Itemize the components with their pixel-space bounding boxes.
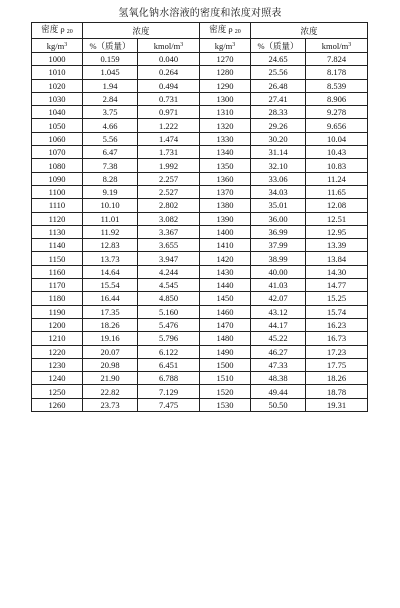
- molarity-cell: 2.802: [138, 199, 200, 212]
- density-cell: 1340: [200, 146, 251, 159]
- molarity-cell: 7.129: [138, 385, 200, 398]
- density-cell: 1390: [200, 212, 251, 225]
- mass-percent-cell: 11.01: [83, 212, 138, 225]
- header-row-1: [32, 23, 368, 39]
- mass-percent-cell: 2.84: [83, 92, 138, 105]
- table-row: [32, 265, 368, 278]
- table-row: [32, 53, 368, 66]
- mass-percent-cell: 27.41: [251, 92, 306, 105]
- mass-percent-cell: 25.56: [251, 66, 306, 79]
- molarity-cell: 15.74: [306, 305, 368, 318]
- density-cell: 1510: [200, 372, 251, 385]
- molarity-cell: 19.31: [306, 398, 368, 411]
- density-cell: 1010: [32, 66, 83, 79]
- molarity-cell: 4.244: [138, 265, 200, 278]
- density-cell: 1100: [32, 185, 83, 198]
- molarity-cell: 14.30: [306, 265, 368, 278]
- molarity-cell: 8.539: [306, 79, 368, 92]
- density-cell: 1270: [200, 53, 251, 66]
- mass-percent-cell: 19.16: [83, 332, 138, 345]
- mass-percent-cell: 7.38: [83, 159, 138, 172]
- mass-percent-cell: 38.99: [251, 252, 306, 265]
- molarity-cell: 14.77: [306, 279, 368, 292]
- density-cell: 1330: [200, 132, 251, 145]
- mass-percent-cell: 16.44: [83, 292, 138, 305]
- header-row-2: [32, 39, 368, 53]
- mass-percent-cell: 15.54: [83, 279, 138, 292]
- density-cell: 1000: [32, 53, 83, 66]
- density-header-left: 密度 ρ 20: [32, 23, 83, 39]
- molarity-cell: 7.475: [138, 398, 200, 411]
- density-cell: 1400: [200, 225, 251, 238]
- table-row: [32, 66, 368, 79]
- molarity-cell: 3.367: [138, 225, 200, 238]
- molarity-cell: 1.222: [138, 119, 200, 132]
- density-cell: 1360: [200, 172, 251, 185]
- table-row: [32, 212, 368, 225]
- density-cell: 1460: [200, 305, 251, 318]
- table-row: [32, 172, 368, 185]
- density-cell: 1090: [32, 172, 83, 185]
- molarity-cell: 8.178: [306, 66, 368, 79]
- density-cell: 1160: [32, 265, 83, 278]
- mass-percent-cell: 42.07: [251, 292, 306, 305]
- density-cell: 1450: [200, 292, 251, 305]
- molarity-cell: 9.278: [306, 106, 368, 119]
- molarity-cell: 2.527: [138, 185, 200, 198]
- document-title: 氢氧化钠水溶液的密度和浓度对照表: [118, 8, 282, 19]
- density-cell: 1490: [200, 345, 251, 358]
- mass-percent-cell: 10.10: [83, 199, 138, 212]
- mass-percent-cell: 1.045: [83, 66, 138, 79]
- density-cell: 1440: [200, 279, 251, 292]
- mass-percent-cell: 14.64: [83, 265, 138, 278]
- mass-percent-cell: 34.03: [251, 185, 306, 198]
- molarity-cell: 5.796: [138, 332, 200, 345]
- table-row: [32, 159, 368, 172]
- mass-percent-cell: 11.92: [83, 225, 138, 238]
- molarity-cell: 1.992: [138, 159, 200, 172]
- table-row: [32, 225, 368, 238]
- density-cell: 1520: [200, 385, 251, 398]
- table-row: [32, 79, 368, 92]
- mass-percent-cell: 48.38: [251, 372, 306, 385]
- molarity-cell: 3.655: [138, 239, 200, 252]
- mass-percent-cell: 36.99: [251, 225, 306, 238]
- molarity-cell: 11.65: [306, 185, 368, 198]
- molarity-cell: 3.947: [138, 252, 200, 265]
- density-cell: 1190: [32, 305, 83, 318]
- density-cell: 1180: [32, 292, 83, 305]
- molarity-cell: 9.656: [306, 119, 368, 132]
- density-cell: 1120: [32, 212, 83, 225]
- mass-percent-cell: 26.48: [251, 79, 306, 92]
- molarity-cell: 0.971: [138, 106, 200, 119]
- concentration-header-left: 浓度: [83, 23, 200, 39]
- density-cell: 1290: [200, 79, 251, 92]
- molarity-cell: 18.26: [306, 372, 368, 385]
- molarity-cell: 10.04: [306, 132, 368, 145]
- mass-percent-cell: 29.26: [251, 119, 306, 132]
- concentration-header-right: 浓度: [251, 23, 368, 39]
- mass-percent-cell: 40.00: [251, 265, 306, 278]
- density-unit-right: $kg/m^3$: [200, 39, 251, 53]
- molarity-cell: 13.39: [306, 239, 368, 252]
- table-row: [32, 398, 368, 411]
- density-cell: 1260: [32, 398, 83, 411]
- density-cell: 1070: [32, 146, 83, 159]
- mass-percent-cell: 45.22: [251, 332, 306, 345]
- molarity-cell: 6.451: [138, 358, 200, 371]
- density-cell: 1500: [200, 358, 251, 371]
- density-cell: 1240: [32, 372, 83, 385]
- mass-percent-cell: 20.07: [83, 345, 138, 358]
- mass-percent-cell: 30.20: [251, 132, 306, 145]
- density-cell: 1420: [200, 252, 251, 265]
- table-row: [32, 106, 368, 119]
- density-cell: 1040: [32, 106, 83, 119]
- table-row: [32, 279, 368, 292]
- molarity-cell: 12.95: [306, 225, 368, 238]
- density-concentration-table: [31, 22, 368, 412]
- mass-percent-cell: 4.66: [83, 119, 138, 132]
- table-row: [32, 252, 368, 265]
- density-cell: 1110: [32, 199, 83, 212]
- mass-percent-cell: 1.94: [83, 79, 138, 92]
- molarity-cell: 4.850: [138, 292, 200, 305]
- table-row: [32, 345, 368, 358]
- molarity-cell: 2.257: [138, 172, 200, 185]
- molarity-cell: 0.494: [138, 79, 200, 92]
- density-cell: 1230: [32, 358, 83, 371]
- density-cell: 1530: [200, 398, 251, 411]
- mass-percent-header-left: %（质量）: [83, 39, 138, 53]
- molarity-cell: 0.731: [138, 92, 200, 105]
- mass-percent-cell: 32.10: [251, 159, 306, 172]
- mass-percent-cell: 17.35: [83, 305, 138, 318]
- density-cell: 1250: [32, 385, 83, 398]
- density-cell: 1480: [200, 332, 251, 345]
- mass-percent-cell: 3.75: [83, 106, 138, 119]
- density-cell: 1410: [200, 239, 251, 252]
- table-row: [32, 185, 368, 198]
- table-row: [32, 372, 368, 385]
- molarity-cell: 7.824: [306, 53, 368, 66]
- density-cell: 1200: [32, 318, 83, 331]
- mass-percent-cell: 44.17: [251, 318, 306, 331]
- table-row: [32, 239, 368, 252]
- density-cell: 1150: [32, 252, 83, 265]
- molarity-cell: 12.51: [306, 212, 368, 225]
- molarity-cell: 18.78: [306, 385, 368, 398]
- table-row: [32, 92, 368, 105]
- density-cell: 1280: [200, 66, 251, 79]
- molarity-cell: 1.731: [138, 146, 200, 159]
- mass-percent-cell: 6.47: [83, 146, 138, 159]
- molarity-header-left: kmol/$m^3$: [138, 39, 200, 53]
- molarity-cell: 1.474: [138, 132, 200, 145]
- molarity-cell: 10.43: [306, 146, 368, 159]
- density-cell: 1030: [32, 92, 83, 105]
- density-cell: 1370: [200, 185, 251, 198]
- density-cell: 1080: [32, 159, 83, 172]
- molarity-cell: 3.082: [138, 212, 200, 225]
- density-cell: 1050: [32, 119, 83, 132]
- table-body: [32, 53, 368, 412]
- molarity-cell: 6.788: [138, 372, 200, 385]
- table-row: [32, 292, 368, 305]
- density-cell: 1020: [32, 79, 83, 92]
- molarity-cell: 17.23: [306, 345, 368, 358]
- density-cell: 1170: [32, 279, 83, 292]
- mass-percent-cell: 36.00: [251, 212, 306, 225]
- density-cell: 1470: [200, 318, 251, 331]
- mass-percent-cell: 20.98: [83, 358, 138, 371]
- molarity-cell: 5.160: [138, 305, 200, 318]
- mass-percent-cell: 43.12: [251, 305, 306, 318]
- molarity-cell: 10.83: [306, 159, 368, 172]
- molarity-cell: 0.040: [138, 53, 200, 66]
- molarity-cell: 16.73: [306, 332, 368, 345]
- molarity-cell: 17.75: [306, 358, 368, 371]
- mass-percent-cell: 12.83: [83, 239, 138, 252]
- mass-percent-cell: 37.99: [251, 239, 306, 252]
- mass-percent-cell: 49.44: [251, 385, 306, 398]
- table-row: [32, 358, 368, 371]
- molarity-cell: 12.08: [306, 199, 368, 212]
- density-cell: 1310: [200, 106, 251, 119]
- density-cell: 1350: [200, 159, 251, 172]
- mass-percent-cell: 8.28: [83, 172, 138, 185]
- molarity-header-right: kmol/$m^3$: [306, 39, 368, 53]
- table-row: [32, 332, 368, 345]
- mass-percent-cell: 33.06: [251, 172, 306, 185]
- mass-percent-cell: 22.82: [83, 385, 138, 398]
- density-cell: 1430: [200, 265, 251, 278]
- table-row: [32, 305, 368, 318]
- molarity-cell: 8.906: [306, 92, 368, 105]
- density-cell: 1130: [32, 225, 83, 238]
- mass-percent-cell: 46.27: [251, 345, 306, 358]
- table-row: [32, 146, 368, 159]
- mass-percent-cell: 5.56: [83, 132, 138, 145]
- mass-percent-cell: 21.90: [83, 372, 138, 385]
- mass-percent-cell: 23.73: [83, 398, 138, 411]
- mass-percent-cell: 35.01: [251, 199, 306, 212]
- table-row: [32, 385, 368, 398]
- molarity-cell: 6.122: [138, 345, 200, 358]
- mass-percent-cell: 28.33: [251, 106, 306, 119]
- density-cell: 1220: [32, 345, 83, 358]
- molarity-cell: 15.25: [306, 292, 368, 305]
- density-cell: 1140: [32, 239, 83, 252]
- molarity-cell: 5.476: [138, 318, 200, 331]
- mass-percent-header-right: %（质量）: [251, 39, 306, 53]
- mass-percent-cell: 41.03: [251, 279, 306, 292]
- table-row: [32, 119, 368, 132]
- density-cell: 1210: [32, 332, 83, 345]
- molarity-cell: 16.23: [306, 318, 368, 331]
- table-row: [32, 318, 368, 331]
- molarity-cell: 4.545: [138, 279, 200, 292]
- table-row: [32, 199, 368, 212]
- mass-percent-cell: 24.65: [251, 53, 306, 66]
- molarity-cell: 0.264: [138, 66, 200, 79]
- mass-percent-cell: 31.14: [251, 146, 306, 159]
- molarity-cell: 13.84: [306, 252, 368, 265]
- density-cell: 1060: [32, 132, 83, 145]
- mass-percent-cell: 47.33: [251, 358, 306, 371]
- mass-percent-cell: 18.26: [83, 318, 138, 331]
- density-header-right: 密度 ρ 20: [200, 23, 251, 39]
- table-row: [32, 132, 368, 145]
- density-cell: 1380: [200, 199, 251, 212]
- density-cell: 1300: [200, 92, 251, 105]
- mass-percent-cell: 50.50: [251, 398, 306, 411]
- density-unit-left: $kg/m^3$: [32, 39, 83, 53]
- density-cell: 1320: [200, 119, 251, 132]
- molarity-cell: 11.24: [306, 172, 368, 185]
- mass-percent-cell: 13.73: [83, 252, 138, 265]
- mass-percent-cell: 0.159: [83, 53, 138, 66]
- mass-percent-cell: 9.19: [83, 185, 138, 198]
